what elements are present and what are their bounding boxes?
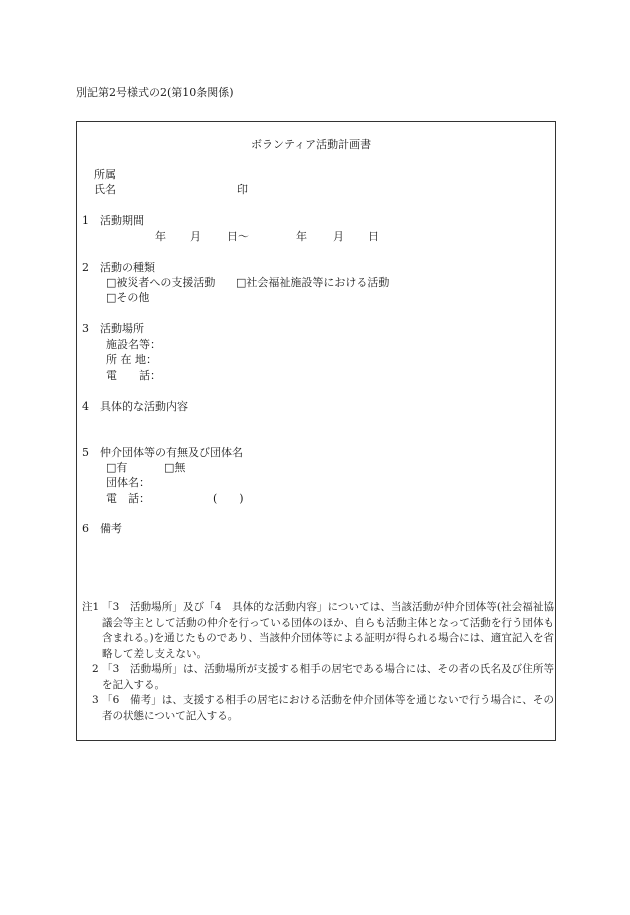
period-start-year: 年	[155, 230, 166, 243]
phone-label-left: 電	[106, 369, 117, 382]
address-label: 所 在 地：	[106, 353, 157, 366]
facility-name-label: 施設名等：	[106, 338, 161, 351]
affiliation-label: 所属	[94, 168, 116, 181]
section-6-heading: 6 備考	[82, 522, 122, 535]
note-3	[82, 693, 554, 724]
group-phone-area-code: ( )	[213, 492, 244, 505]
section-2-heading: 2 活動の種類	[82, 261, 155, 274]
group-phone-label: 電 話：	[106, 492, 150, 505]
checkbox-other[interactable]: □その他	[106, 291, 150, 304]
period-start-month: 月	[190, 230, 201, 243]
period-start-day: 日〜	[227, 230, 249, 243]
note-3-text: 「6 備考」は、支援する相手の居宅における活動を仲介団体等を通じないで行う場合に、その者の状態について記入する。	[102, 694, 554, 722]
section-5-heading: 5 仲介団体等の有無及び団体名	[82, 446, 243, 459]
note-1-text: 「3 活動場所」及び「4 具体的な活動内容」については、当該活動が仲介団体等(社会福祉協議会等主として活動の仲介を行っている団体のほか、自らも活動主体となって活動を行う団体も含まれる。)を通じたものであり、当該仲介団体等による証明が得られる場合には、適宜記入を省略して差し支えない。	[102, 601, 554, 660]
checkbox-no-group[interactable]: □無	[164, 461, 186, 474]
period-end-day: 日	[368, 230, 379, 243]
period-end-month: 月	[333, 230, 344, 243]
note-1	[82, 600, 554, 662]
checkbox-has-group[interactable]: □有	[106, 461, 128, 474]
form-number-header: 別記第2号様式の2(第10条関係)	[76, 86, 234, 99]
note-2	[82, 662, 554, 693]
note-2-mark: 2	[92, 663, 99, 675]
period-end-year: 年	[296, 230, 307, 243]
section-4-heading: 4 具体的な活動内容	[82, 400, 188, 413]
section-1-heading: 1 活動期間	[82, 214, 144, 227]
page-title: ボランティア活動計画書	[251, 138, 372, 151]
checkbox-disaster-support[interactable]: □被災者への支援活動	[106, 276, 216, 289]
seal-mark: 印	[237, 183, 248, 196]
checkbox-welfare-facility[interactable]: □社会福祉施設等における活動	[236, 276, 390, 289]
note-1-mark: 注1	[82, 601, 100, 613]
phone-label-right: 話：	[139, 369, 161, 382]
name-label: 氏名	[94, 183, 116, 196]
group-name-label: 団体名：	[106, 476, 150, 489]
notes-block	[82, 600, 554, 724]
section-3-heading: 3 活動場所	[82, 322, 144, 335]
note-2-text: 「3 活動場所」は、活動場所が支援する相手の居宅である場合には、その者の氏名及び住所等を記入する。	[102, 663, 554, 691]
note-3-mark: 3	[92, 694, 99, 706]
